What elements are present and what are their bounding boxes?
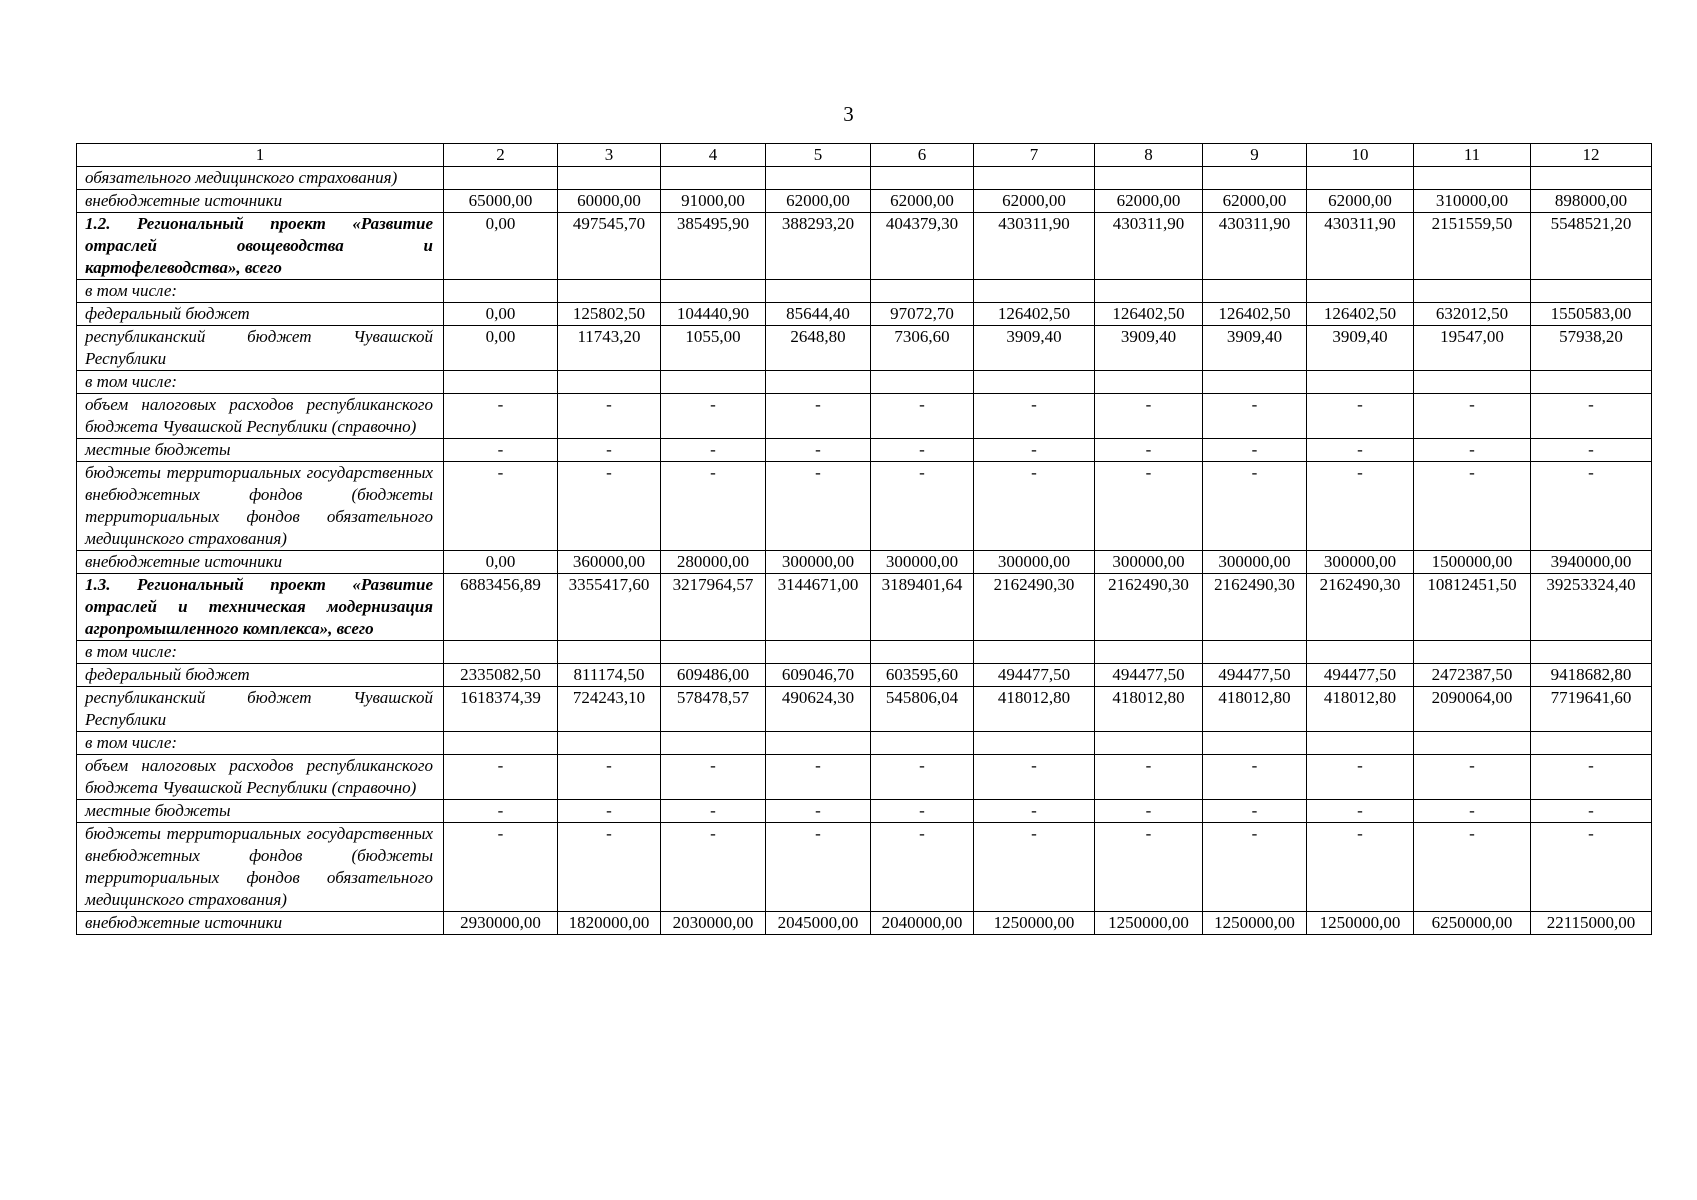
cell-value xyxy=(661,732,766,755)
cell-value xyxy=(766,280,871,303)
cell-value: 418012,80 xyxy=(1307,687,1414,732)
cell-value: 19547,00 xyxy=(1414,326,1531,371)
cell-value: - xyxy=(1531,439,1652,462)
row-label: федеральный бюджет xyxy=(77,664,444,687)
cell-value: - xyxy=(766,462,871,551)
cell-value xyxy=(1531,732,1652,755)
cell-value: - xyxy=(661,800,766,823)
cell-value: 1055,00 xyxy=(661,326,766,371)
cell-value xyxy=(1307,732,1414,755)
cell-value: 126402,50 xyxy=(1095,303,1203,326)
cell-value: - xyxy=(444,800,558,823)
cell-value: 39253324,40 xyxy=(1531,574,1652,641)
cell-value: 62000,00 xyxy=(1203,190,1307,213)
column-number-6: 6 xyxy=(871,144,974,167)
cell-value: 2162490,30 xyxy=(1307,574,1414,641)
cell-value: - xyxy=(1203,394,1307,439)
column-number-7: 7 xyxy=(974,144,1095,167)
row-label: республиканский бюджет Чувашской Республики xyxy=(77,326,444,371)
cell-value: - xyxy=(1307,462,1414,551)
cell-value: 0,00 xyxy=(444,326,558,371)
cell-value: 1618374,39 xyxy=(444,687,558,732)
cell-value: 490624,30 xyxy=(766,687,871,732)
cell-value xyxy=(1095,167,1203,190)
cell-value: 898000,00 xyxy=(1531,190,1652,213)
cell-value xyxy=(1307,167,1414,190)
cell-value xyxy=(766,641,871,664)
column-number-9: 9 xyxy=(1203,144,1307,167)
table-row xyxy=(77,280,1652,303)
row-label: в том числе: xyxy=(77,280,444,303)
cell-value: 300000,00 xyxy=(871,551,974,574)
cell-value: 10812451,50 xyxy=(1414,574,1531,641)
cell-value: 125802,50 xyxy=(558,303,661,326)
cell-value: 3909,40 xyxy=(1095,326,1203,371)
cell-value: 104440,90 xyxy=(661,303,766,326)
row-label: в том числе: xyxy=(77,371,444,394)
row-label: республиканский бюджет Чувашской Республики xyxy=(77,687,444,732)
row-label: бюджеты территориальных государственных внебюджетных фондов (бюджеты территориальных фондов обязательного медицинского страхования) xyxy=(77,462,444,551)
cell-value: 404379,30 xyxy=(871,213,974,280)
cell-value: - xyxy=(444,439,558,462)
cell-value xyxy=(1414,641,1531,664)
cell-value xyxy=(766,167,871,190)
cell-value: - xyxy=(1414,394,1531,439)
cell-value xyxy=(444,280,558,303)
cell-value: - xyxy=(1095,439,1203,462)
cell-value: 126402,50 xyxy=(1203,303,1307,326)
cell-value: 2151559,50 xyxy=(1414,213,1531,280)
cell-value xyxy=(661,641,766,664)
cell-value: - xyxy=(1414,800,1531,823)
cell-value: - xyxy=(1414,462,1531,551)
table-row xyxy=(77,687,1652,732)
cell-value: - xyxy=(1414,823,1531,912)
cell-value xyxy=(444,371,558,394)
cell-value xyxy=(1414,732,1531,755)
cell-value xyxy=(871,641,974,664)
cell-value: 57938,20 xyxy=(1531,326,1652,371)
cell-value xyxy=(1414,280,1531,303)
cell-value: 3940000,00 xyxy=(1531,551,1652,574)
cell-value: 9418682,80 xyxy=(1531,664,1652,687)
cell-value xyxy=(1095,371,1203,394)
column-number-12: 12 xyxy=(1531,144,1652,167)
cell-value: 494477,50 xyxy=(1307,664,1414,687)
cell-value: - xyxy=(444,462,558,551)
table-row xyxy=(77,190,1652,213)
cell-value: 62000,00 xyxy=(974,190,1095,213)
financing-table xyxy=(76,143,1652,935)
cell-value: - xyxy=(661,823,766,912)
table-row xyxy=(77,641,1652,664)
cell-value: - xyxy=(1203,755,1307,800)
cell-value: - xyxy=(871,462,974,551)
cell-value: 0,00 xyxy=(444,303,558,326)
cell-value: 430311,90 xyxy=(1307,213,1414,280)
cell-value: 2648,80 xyxy=(766,326,871,371)
cell-value xyxy=(1095,641,1203,664)
cell-value: 1250000,00 xyxy=(1203,912,1307,935)
cell-value: - xyxy=(766,439,871,462)
cell-value: 62000,00 xyxy=(1095,190,1203,213)
row-label: внебюджетные источники xyxy=(77,912,444,935)
cell-value xyxy=(1414,167,1531,190)
page-number: 3 xyxy=(843,102,854,126)
cell-value: 0,00 xyxy=(444,551,558,574)
cell-value xyxy=(1095,732,1203,755)
cell-value: 2045000,00 xyxy=(766,912,871,935)
cell-value: 65000,00 xyxy=(444,190,558,213)
cell-value: - xyxy=(1095,823,1203,912)
cell-value: 430311,90 xyxy=(1095,213,1203,280)
cell-value: 1820000,00 xyxy=(558,912,661,935)
cell-value: - xyxy=(444,823,558,912)
cell-value: - xyxy=(558,462,661,551)
cell-value: 2930000,00 xyxy=(444,912,558,935)
cell-value: - xyxy=(558,394,661,439)
column-number-4: 4 xyxy=(661,144,766,167)
cell-value: 388293,20 xyxy=(766,213,871,280)
cell-value: 2162490,30 xyxy=(1095,574,1203,641)
cell-value xyxy=(766,732,871,755)
cell-value: - xyxy=(558,755,661,800)
cell-value: - xyxy=(871,823,974,912)
cell-value: - xyxy=(1095,394,1203,439)
row-label: внебюджетные источники xyxy=(77,551,444,574)
cell-value xyxy=(1307,280,1414,303)
row-label: объем налоговых расходов республиканского бюджета Чувашской Республики (справочно) xyxy=(77,394,444,439)
cell-value xyxy=(1203,371,1307,394)
cell-value xyxy=(558,641,661,664)
cell-value: - xyxy=(444,394,558,439)
cell-value: 97072,70 xyxy=(871,303,974,326)
cell-value: 1500000,00 xyxy=(1414,551,1531,574)
column-number-10: 10 xyxy=(1307,144,1414,167)
row-label: местные бюджеты xyxy=(77,800,444,823)
row-label: обязательного медицинского страхования) xyxy=(77,167,444,190)
cell-value: - xyxy=(871,394,974,439)
table-row xyxy=(77,326,1652,371)
cell-value: - xyxy=(974,755,1095,800)
table-row xyxy=(77,303,1652,326)
cell-value: 418012,80 xyxy=(1095,687,1203,732)
cell-value: 632012,50 xyxy=(1414,303,1531,326)
cell-value: 300000,00 xyxy=(1095,551,1203,574)
cell-value: 1550583,00 xyxy=(1531,303,1652,326)
cell-value: 418012,80 xyxy=(974,687,1095,732)
cell-value xyxy=(444,732,558,755)
table-row xyxy=(77,167,1652,190)
cell-value: - xyxy=(1531,462,1652,551)
cell-value: 430311,90 xyxy=(1203,213,1307,280)
cell-value: 62000,00 xyxy=(871,190,974,213)
cell-value: - xyxy=(1203,800,1307,823)
cell-value: - xyxy=(1203,439,1307,462)
column-number-3: 3 xyxy=(558,144,661,167)
cell-value: 609486,00 xyxy=(661,664,766,687)
cell-value: 91000,00 xyxy=(661,190,766,213)
cell-value xyxy=(871,732,974,755)
cell-value: 0,00 xyxy=(444,213,558,280)
cell-value: - xyxy=(1203,462,1307,551)
table-row xyxy=(77,462,1652,551)
cell-value: 2090064,00 xyxy=(1414,687,1531,732)
table-row xyxy=(77,551,1652,574)
cell-value: - xyxy=(766,800,871,823)
cell-value xyxy=(1531,167,1652,190)
cell-value: 62000,00 xyxy=(766,190,871,213)
table-body xyxy=(77,167,1652,935)
column-number-5: 5 xyxy=(766,144,871,167)
row-label: 1.3. Региональный проект «Развитие отраслей и техническая модернизация агропромышленного комплекса», всего xyxy=(77,574,444,641)
cell-value: 126402,50 xyxy=(974,303,1095,326)
cell-value: 300000,00 xyxy=(1307,551,1414,574)
row-label: объем налоговых расходов республиканского бюджета Чувашской Республики (справочно) xyxy=(77,755,444,800)
cell-value xyxy=(974,167,1095,190)
cell-value: 7719641,60 xyxy=(1531,687,1652,732)
cell-value: - xyxy=(444,755,558,800)
cell-value: 3217964,57 xyxy=(661,574,766,641)
table-row xyxy=(77,439,1652,462)
cell-value: - xyxy=(1307,823,1414,912)
cell-value xyxy=(1203,280,1307,303)
table-row xyxy=(77,371,1652,394)
cell-value: 1250000,00 xyxy=(974,912,1095,935)
cell-value: 385495,90 xyxy=(661,213,766,280)
cell-value: - xyxy=(1203,823,1307,912)
cell-value xyxy=(661,280,766,303)
cell-value xyxy=(1203,732,1307,755)
row-label: внебюджетные источники xyxy=(77,190,444,213)
cell-value: - xyxy=(1531,823,1652,912)
cell-value xyxy=(1203,641,1307,664)
table-row xyxy=(77,732,1652,755)
cell-value: 2335082,50 xyxy=(444,664,558,687)
cell-value: 22115000,00 xyxy=(1531,912,1652,935)
row-label: бюджеты территориальных государственных внебюджетных фондов (бюджеты территориальных фондов обязательного медицинского страхования) xyxy=(77,823,444,912)
cell-value: - xyxy=(1307,755,1414,800)
cell-value: 418012,80 xyxy=(1203,687,1307,732)
table-row xyxy=(77,574,1652,641)
cell-value xyxy=(444,641,558,664)
cell-value: 3909,40 xyxy=(974,326,1095,371)
cell-value: 430311,90 xyxy=(974,213,1095,280)
cell-value: 609046,70 xyxy=(766,664,871,687)
column-number-2: 2 xyxy=(444,144,558,167)
cell-value: 724243,10 xyxy=(558,687,661,732)
cell-value: - xyxy=(1414,439,1531,462)
cell-value: - xyxy=(558,823,661,912)
cell-value: - xyxy=(1307,439,1414,462)
column-number-11: 11 xyxy=(1414,144,1531,167)
cell-value xyxy=(1531,280,1652,303)
cell-value: 2162490,30 xyxy=(1203,574,1307,641)
cell-value: 603595,60 xyxy=(871,664,974,687)
table-row xyxy=(77,823,1652,912)
cell-value: 6250000,00 xyxy=(1414,912,1531,935)
cell-value xyxy=(974,641,1095,664)
table-row xyxy=(77,800,1652,823)
cell-value: - xyxy=(558,439,661,462)
cell-value: 3909,40 xyxy=(1203,326,1307,371)
row-label: в том числе: xyxy=(77,641,444,664)
cell-value xyxy=(558,167,661,190)
cell-value: - xyxy=(661,439,766,462)
cell-value xyxy=(871,371,974,394)
cell-value: - xyxy=(1307,394,1414,439)
cell-value: - xyxy=(1095,800,1203,823)
cell-value xyxy=(1414,371,1531,394)
column-number-1: 1 xyxy=(77,144,444,167)
cell-value: 497545,70 xyxy=(558,213,661,280)
cell-value xyxy=(1531,371,1652,394)
cell-value: - xyxy=(974,439,1095,462)
cell-value: - xyxy=(974,800,1095,823)
cell-value: - xyxy=(766,394,871,439)
cell-value: 85644,40 xyxy=(766,303,871,326)
cell-value: 811174,50 xyxy=(558,664,661,687)
column-number-8: 8 xyxy=(1095,144,1203,167)
cell-value: 6883456,89 xyxy=(444,574,558,641)
cell-value: 545806,04 xyxy=(871,687,974,732)
table-row xyxy=(77,664,1652,687)
table-header xyxy=(77,144,1652,167)
cell-value: 494477,50 xyxy=(974,664,1095,687)
cell-value xyxy=(661,371,766,394)
cell-value: 3909,40 xyxy=(1307,326,1414,371)
cell-value xyxy=(1307,641,1414,664)
cell-value: 126402,50 xyxy=(1307,303,1414,326)
cell-value: 300000,00 xyxy=(766,551,871,574)
cell-value: 1250000,00 xyxy=(1095,912,1203,935)
cell-value: - xyxy=(1307,800,1414,823)
cell-value: - xyxy=(661,394,766,439)
cell-value xyxy=(1203,167,1307,190)
table-row xyxy=(77,912,1652,935)
cell-value: 310000,00 xyxy=(1414,190,1531,213)
cell-value: - xyxy=(1531,394,1652,439)
cell-value: - xyxy=(974,394,1095,439)
cell-value: - xyxy=(558,800,661,823)
cell-value: - xyxy=(974,823,1095,912)
cell-value: - xyxy=(1414,755,1531,800)
cell-value: - xyxy=(661,462,766,551)
cell-value xyxy=(1095,280,1203,303)
cell-value xyxy=(444,167,558,190)
cell-value xyxy=(871,167,974,190)
cell-value: 360000,00 xyxy=(558,551,661,574)
cell-value: 2162490,30 xyxy=(974,574,1095,641)
cell-value: 1250000,00 xyxy=(1307,912,1414,935)
cell-value: - xyxy=(871,800,974,823)
cell-value: 2472387,50 xyxy=(1414,664,1531,687)
cell-value: 494477,50 xyxy=(1095,664,1203,687)
table-row xyxy=(77,755,1652,800)
cell-value xyxy=(661,167,766,190)
cell-value: 11743,20 xyxy=(558,326,661,371)
cell-value: 3189401,64 xyxy=(871,574,974,641)
cell-value: - xyxy=(1531,800,1652,823)
cell-value: 578478,57 xyxy=(661,687,766,732)
cell-value: - xyxy=(766,823,871,912)
cell-value: 280000,00 xyxy=(661,551,766,574)
cell-value xyxy=(766,371,871,394)
cell-value: 494477,50 xyxy=(1203,664,1307,687)
cell-value: - xyxy=(871,755,974,800)
cell-value xyxy=(871,280,974,303)
row-label: в том числе: xyxy=(77,732,444,755)
cell-value: - xyxy=(1531,755,1652,800)
column-number-row xyxy=(77,144,1652,167)
cell-value: - xyxy=(1095,462,1203,551)
cell-value: 3144671,00 xyxy=(766,574,871,641)
table-row xyxy=(77,394,1652,439)
cell-value xyxy=(974,371,1095,394)
cell-value: 300000,00 xyxy=(1203,551,1307,574)
cell-value xyxy=(558,280,661,303)
cell-value: 3355417,60 xyxy=(558,574,661,641)
cell-value: 60000,00 xyxy=(558,190,661,213)
row-label: федеральный бюджет xyxy=(77,303,444,326)
cell-value: 5548521,20 xyxy=(1531,213,1652,280)
cell-value: 7306,60 xyxy=(871,326,974,371)
row-label: 1.2. Региональный проект «Развитие отраслей овощеводства и картофелеводства», всего xyxy=(77,213,444,280)
cell-value: - xyxy=(661,755,766,800)
cell-value: 2040000,00 xyxy=(871,912,974,935)
cell-value: - xyxy=(1095,755,1203,800)
cell-value xyxy=(1307,371,1414,394)
cell-value: - xyxy=(871,439,974,462)
cell-value xyxy=(558,371,661,394)
row-label: местные бюджеты xyxy=(77,439,444,462)
cell-value: 62000,00 xyxy=(1307,190,1414,213)
cell-value: 2030000,00 xyxy=(661,912,766,935)
table-row xyxy=(77,213,1652,280)
cell-value xyxy=(974,280,1095,303)
cell-value: - xyxy=(766,755,871,800)
cell-value xyxy=(1531,641,1652,664)
cell-value: - xyxy=(974,462,1095,551)
cell-value xyxy=(974,732,1095,755)
cell-value xyxy=(558,732,661,755)
cell-value: 300000,00 xyxy=(974,551,1095,574)
